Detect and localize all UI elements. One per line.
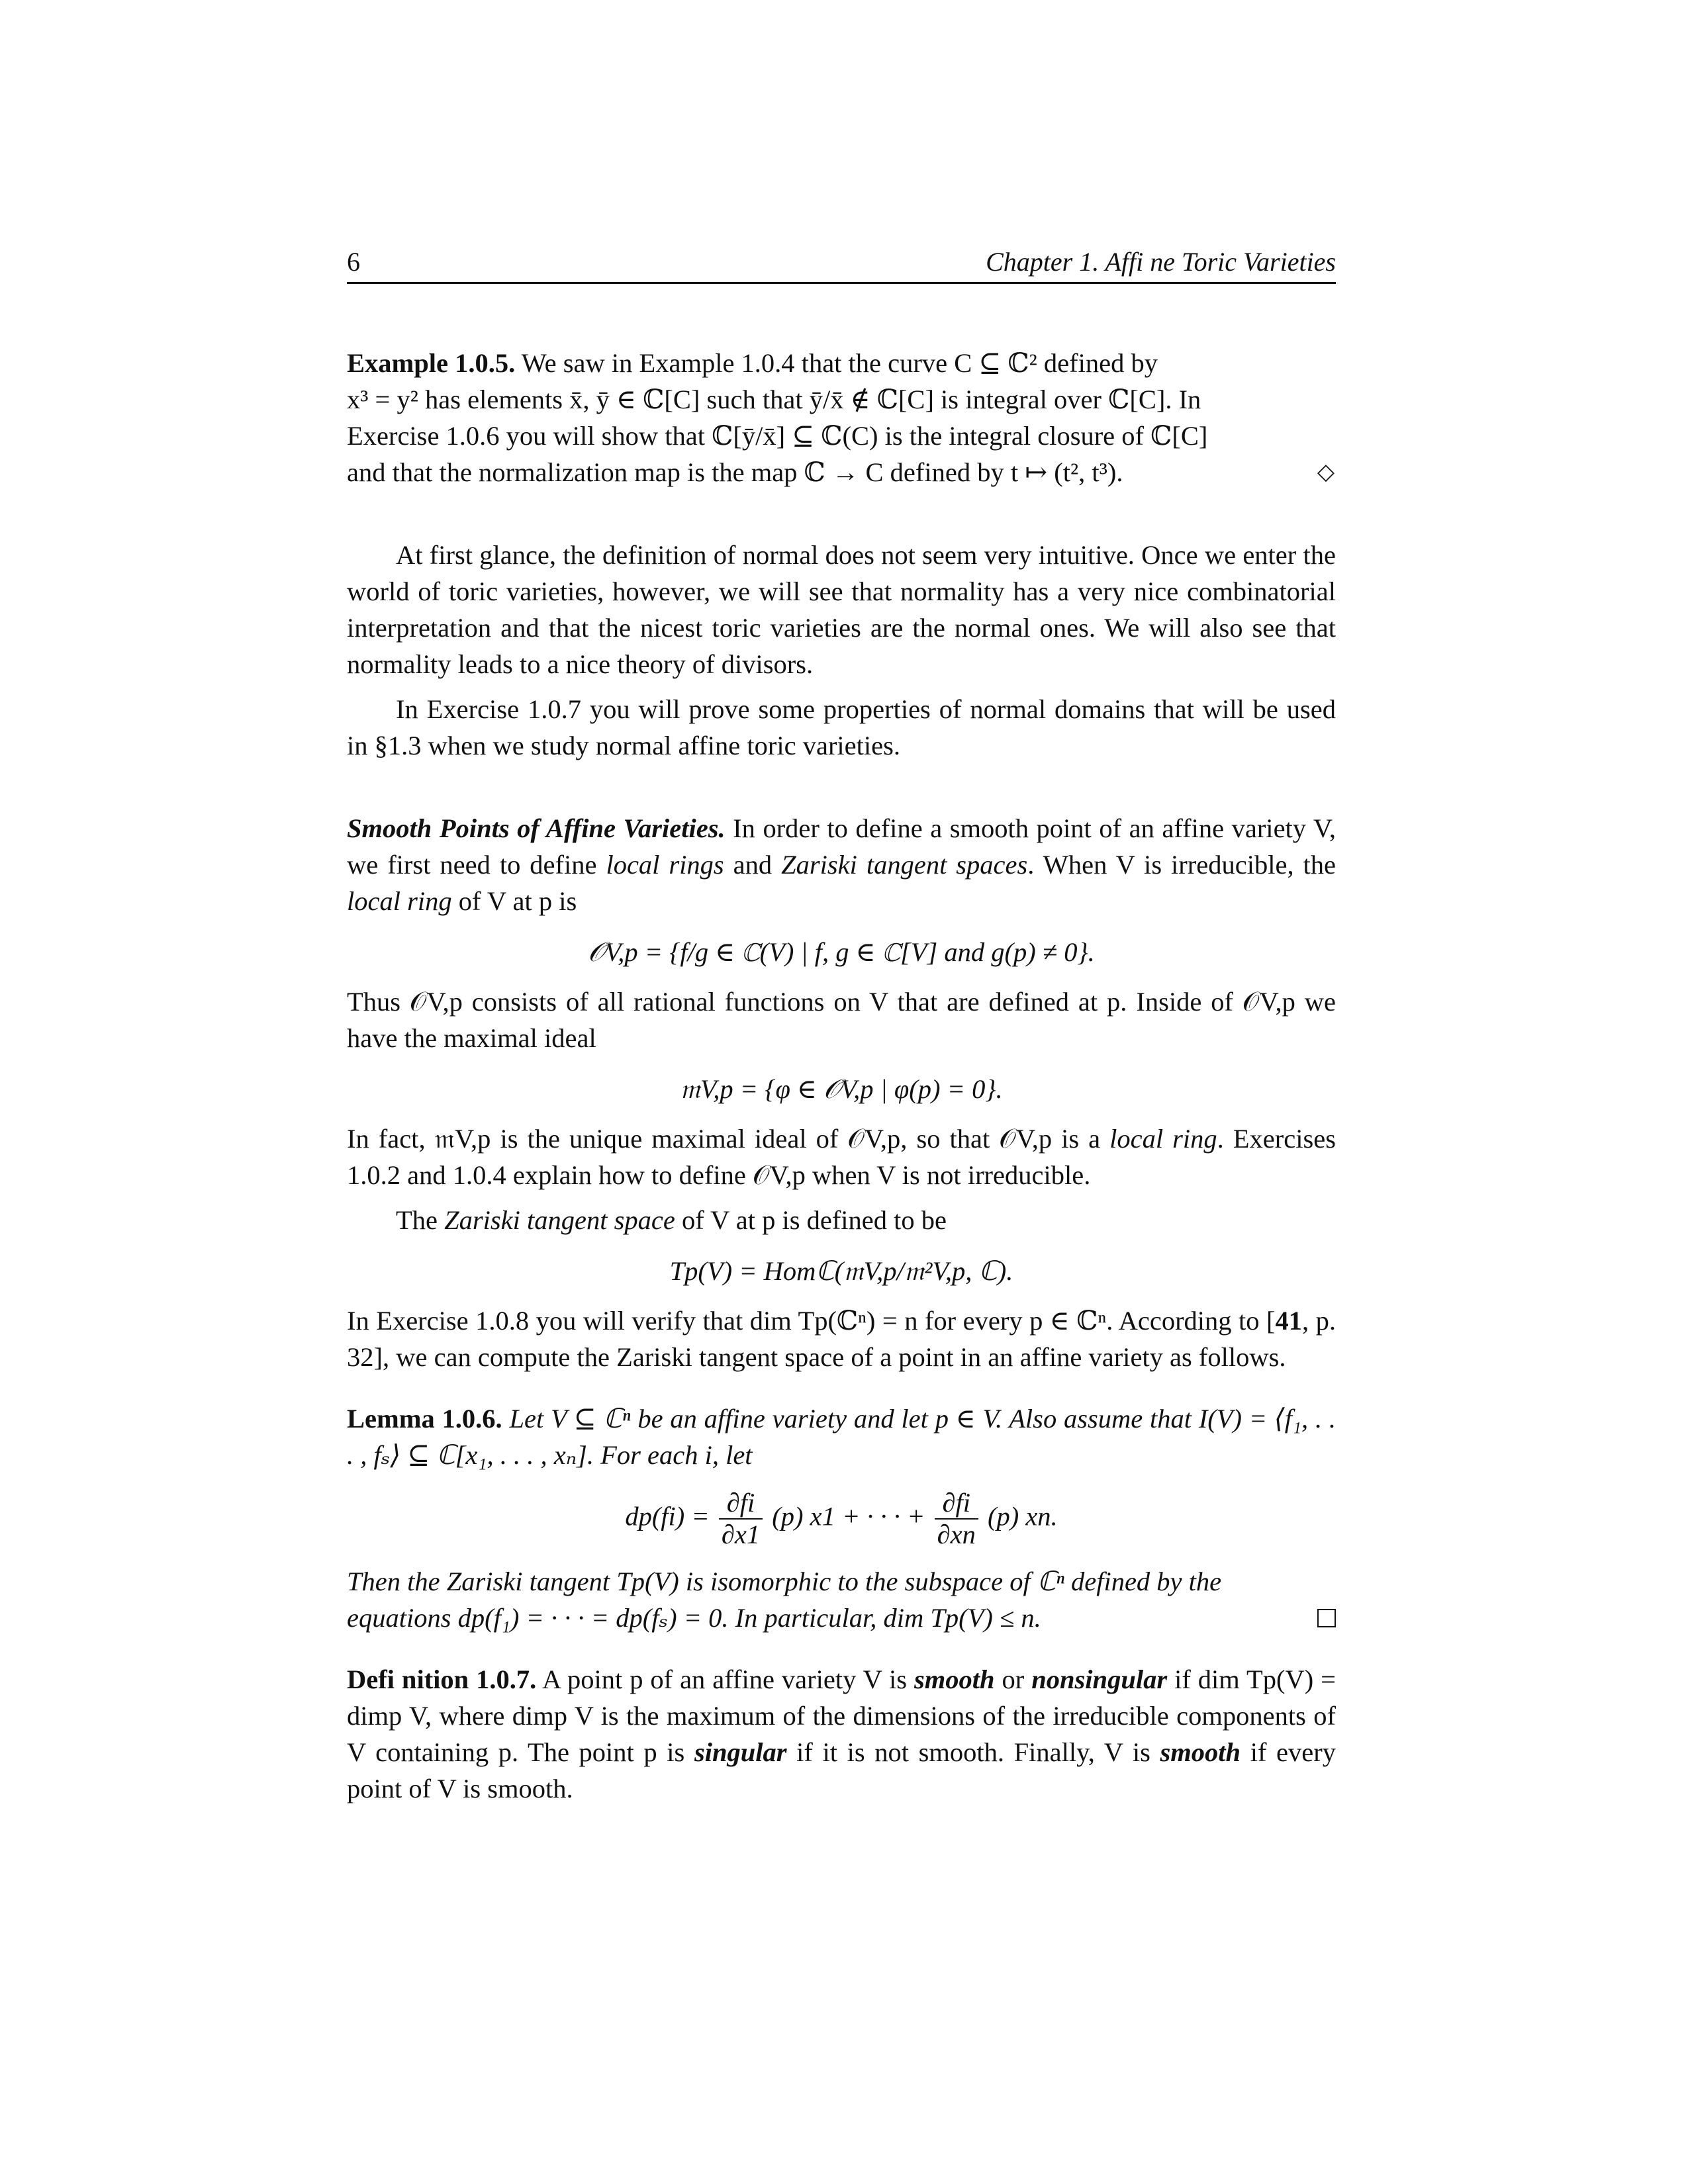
section-heading: Smooth Points of Affine Varieties. [347,813,726,843]
running-header [347,245,1336,284]
in-fact-paragraph: In fact, 𝔪V,p is the unique maximal ideal of 𝒪V,p, so that 𝒪V,p is a local ring. Exercises 1.0.2 and 1.0.4 explain how to define 𝒪V,p when V is not irreducible. [347,1124,1336,1190]
lemma-1-0-6 [347,1400,1336,1636]
example-1-0-5 [347,345,1336,490]
page-number: 6 [347,247,360,277]
exercise-108-paragraph: In Exercise 1.0.8 you will verify that dim Tp(ℂⁿ) = n for every p ∈ ℂⁿ. According to [41, p. 32], we can compute the Zariski tangent space of a point in an affine variety as follows. [347,1306,1336,1372]
equation-differential: dp(fi) = $\frac{\partial fi}{\partial x1}$ (p) x1 + · · · + $\frac{\partial fi}{\partial xn}$ (p) xn. [625,1488,1058,1549]
definition-label: Defi nition 1.0.7. [347,1664,537,1694]
example-line-3: Exercise 1.0.6 you will show that ℂ[ȳ/x̄] ⊆ ℂ(C) is the integral closure of ℂ[C] [347,421,1208,451]
citation-ref: 41 [1275,1306,1303,1336]
paragraph-normal: At first glance, the definition of normal does not seem very intuitive. Once we enter the world of toric varieties, however, we will see that normality has a very nice combinatorial interpretation and that the nicest toric varieties are the normal ones. We will also see that normality leads to a nice theory of divisors. [347,540,1336,679]
example-line-2: x³ = y² has elements x̄, ȳ ∈ ℂ[C] such that ȳ/x̄ ∉ ℂ[C] is integral over ℂ[C]. In [347,385,1201,414]
partial-fraction-1: $\frac{\partial fi}{\partial x1}$ [719,1488,763,1550]
qed-square-icon [1317,1609,1336,1627]
chapter-title: Chapter 1. Affi ne Toric Varieties [986,247,1336,277]
lemma-statement: Let V ⊆ ℂⁿ be an affine variety and let p ∈ V. Also assume that I(V) = ⟨f₁, . . . , fₛ⟩ ⊆ ℂ[x₁, . . . , xₙ]. For each i, let [347,1404,1336,1470]
partial-fraction-n: $\frac{\partial fi}{\partial xn}$ [935,1488,978,1550]
thus-paragraph: Thus 𝒪V,p consists of all rational functions on V that are defined at p. Inside of 𝒪V,p we have the maximal ideal [347,987,1336,1053]
example-line-4: and that the normalization map is the map ℂ → C defined by t ↦ (t², t³). [347,457,1123,487]
zariski-definition-paragraph: The Zariski tangent space of V at p is defined to be [396,1205,947,1235]
equation-maximal-ideal: 𝔪V,p = {φ ∈ 𝒪V,p | φ(p) = 0}. [680,1074,1003,1104]
lemma-conclusion-line-1: Then the Zariski tangent Tp(V) is isomorphic to the subspace of ℂⁿ defined by the [347,1567,1222,1596]
book-page [347,245,1336,1807]
definition-1-0-7: Defi nition 1.0.7. A point p of an affine variety V is smooth or nonsingular if dim Tp(V) = dimp V, where dimp V is the maximum of the dimensions of the irreducible components of V containing p. The point p is singular if it is not smooth. Finally, V is smooth if every point of V is smooth. [347,1664,1336,1803]
example-label: Example 1.0.5. [347,348,516,378]
example-end-diamond-icon: ◇ [1317,460,1335,484]
smooth-points-paragraph: Smooth Points of Affine Varieties. In order to define a smooth point of an affine variety V, we first need to define local rings and Zariski tangent spaces. When V is irreducible, the local ring of V at p is [347,813,1336,916]
lemma-conclusion-line-2: equations dp(f₁) = · · · = dp(fₛ) = 0. In particular, dim Tp(V) ≤ n. [347,1603,1041,1633]
equation-tangent-space: Tp(V) = Homℂ(𝔪V,p/𝔪²V,p, ℂ). [669,1256,1013,1286]
example-line-1: We saw in Example 1.0.4 that the curve C ⊆ ℂ² defined by [521,348,1158,378]
paragraph-exercise-107: In Exercise 1.0.7 you will prove some properties of normal domains that will be used in §1.3 when we study normal affine toric varieties. [347,694,1336,760]
lemma-label: Lemma 1.0.6. [347,1404,502,1433]
page-body [347,345,1336,1807]
equation-local-ring: 𝒪V,p = {f/g ∈ ℂ(V) | f, g ∈ ℂ[V] and g(p) ≠ 0}. [588,937,1095,967]
